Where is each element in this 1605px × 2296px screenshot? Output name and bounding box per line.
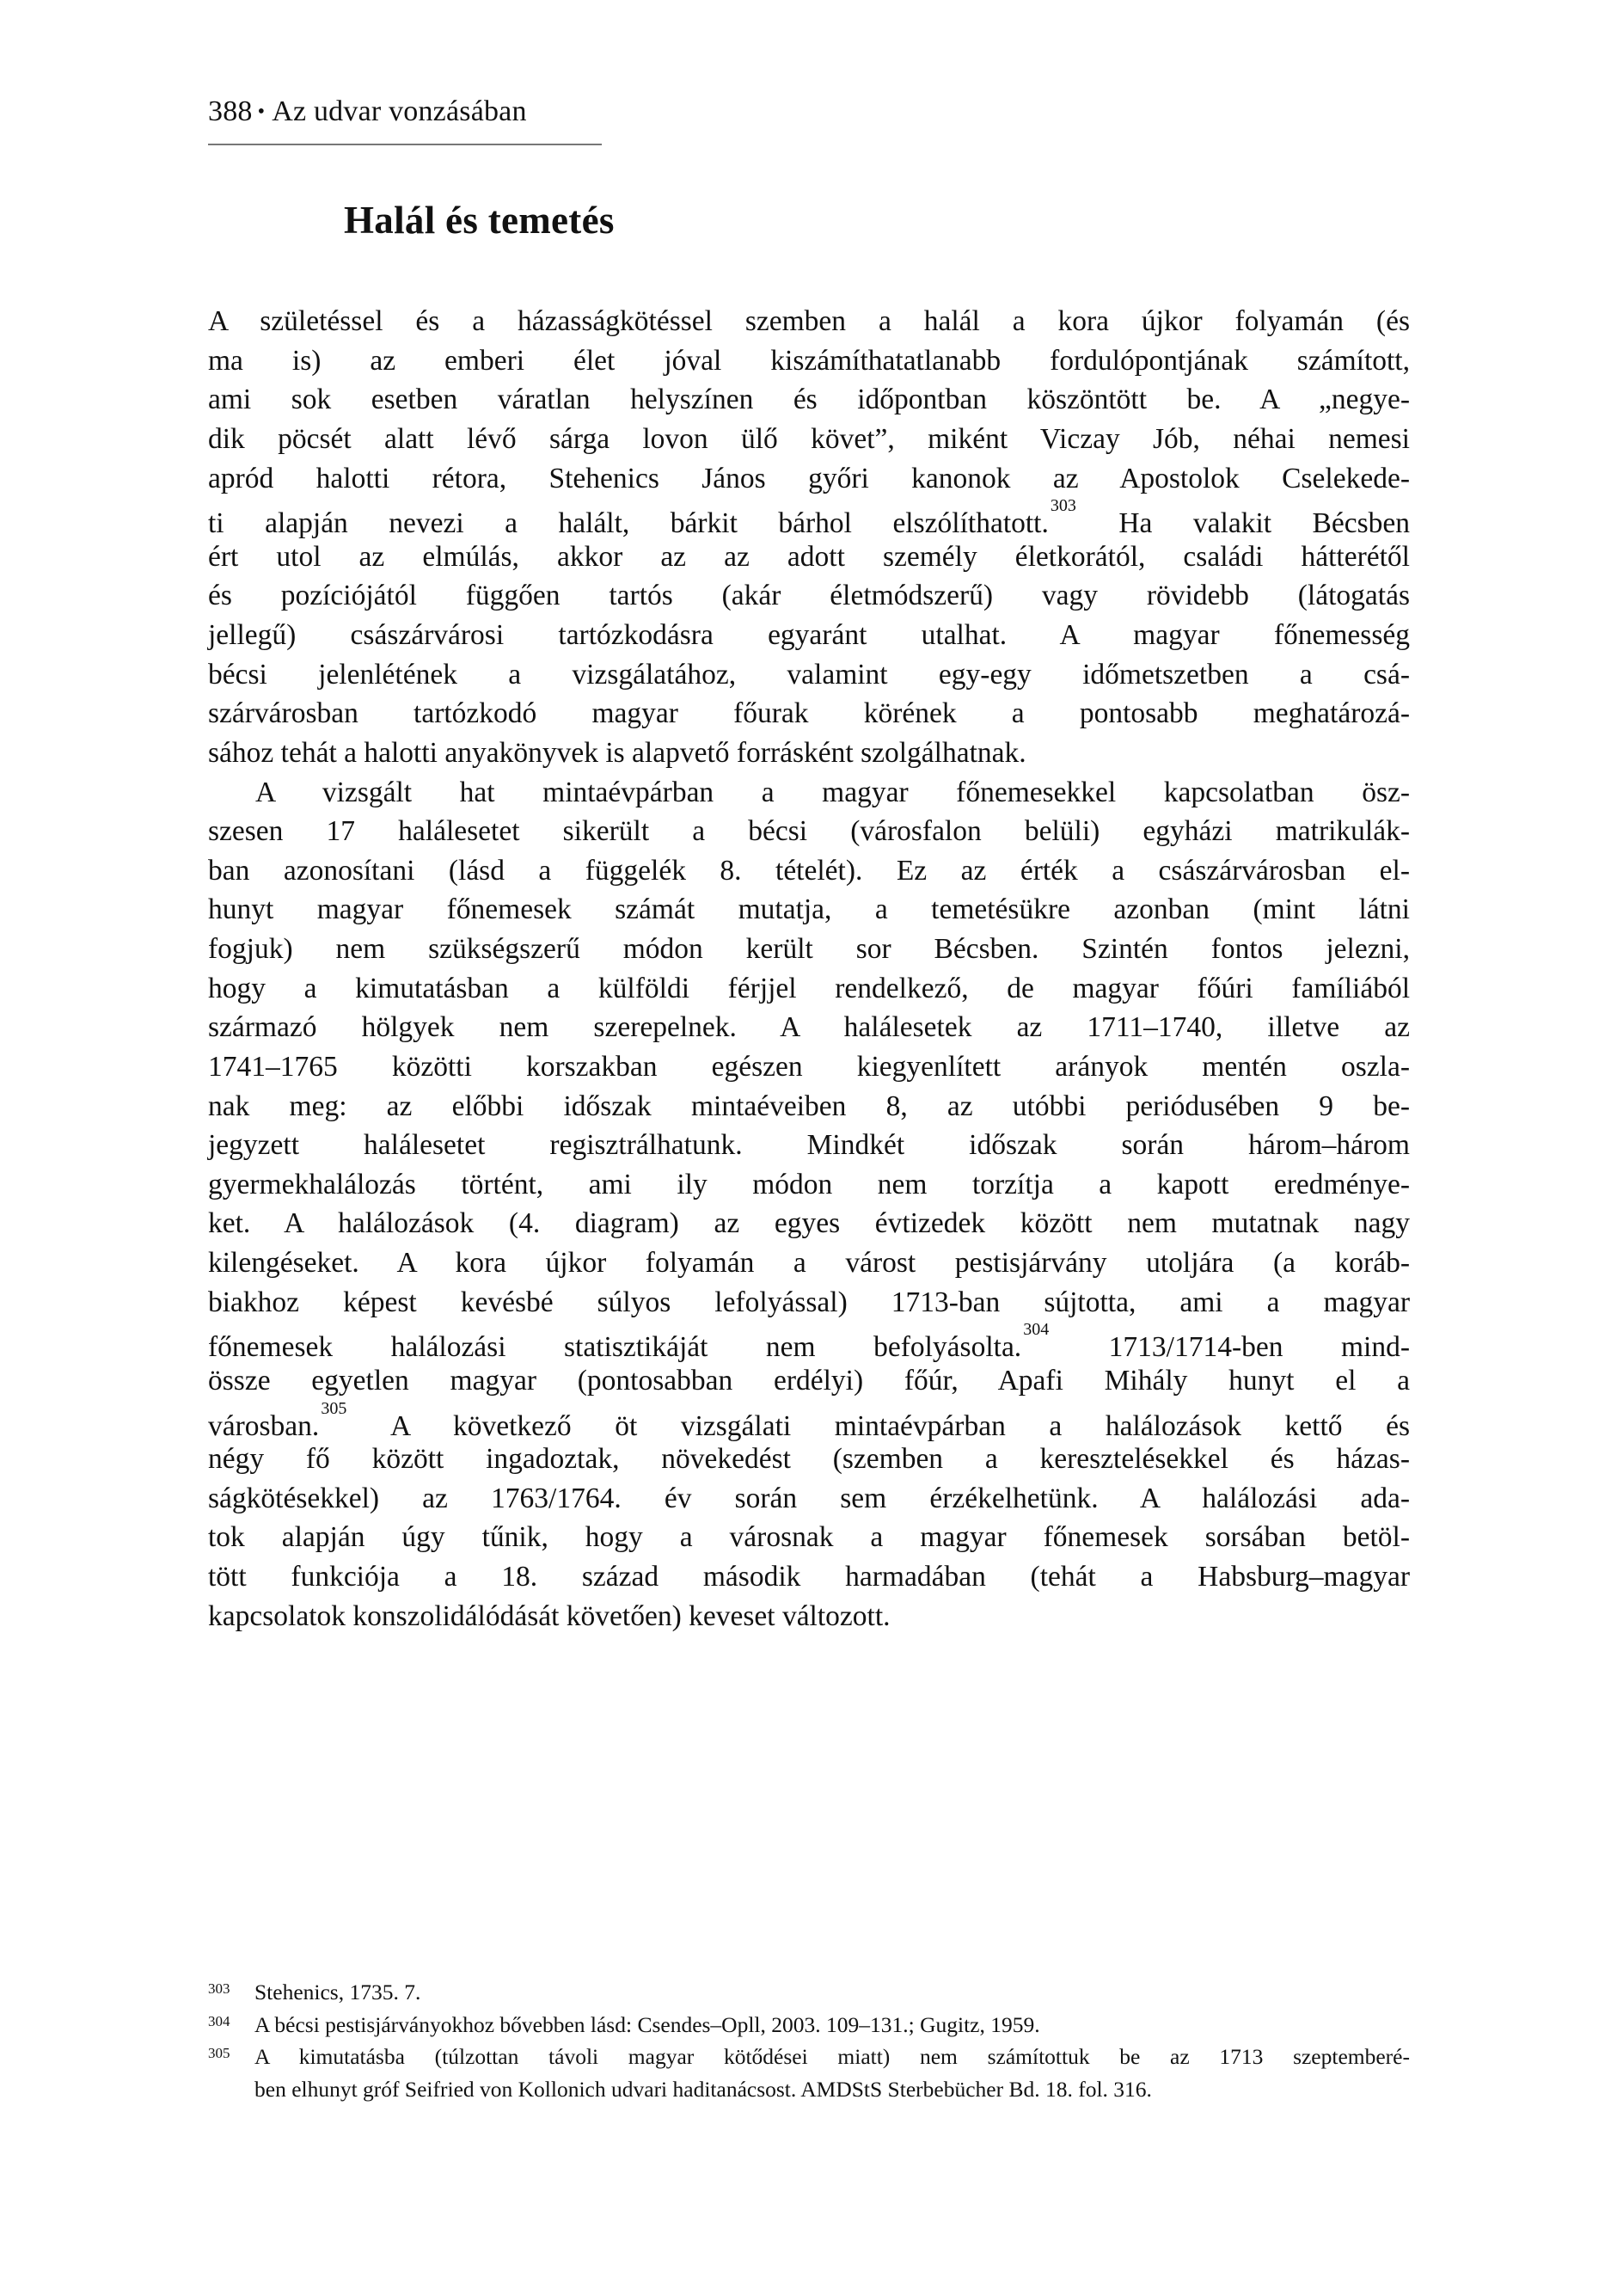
running-head-title: Az udvar vonzásában [272, 95, 527, 127]
text-line: bécsi jelenlétének a vizsgálatához, valamint egy-egy időmetszetben a csá- [208, 658, 1410, 691]
footnote-text: Stehenics, 1735. 7. [254, 1980, 421, 2004]
header-rule [208, 144, 602, 145]
text-line: ti alapján nevezi a halált, bárkit bárhol elszólíthatott.$^{303}$ Ha valakit Bécsben [208, 496, 1411, 540]
text-line: fogjuk) nem szükségszerű módon került sor Bécsben. Szintén fontos jelezni, [208, 933, 1410, 965]
text-line: kilengéseket. A kora újkor folyamán a várost pestisjárvány utoljára (a koráb- [208, 1247, 1410, 1279]
text-line: kapcsolatok konszolidálódását követően) keveset változott. [208, 1599, 891, 1632]
text-line: sához tehát a halotti anyakönyvek is alapvető forrásként szolgálhatnak. [208, 736, 1026, 769]
text-line: tok alapján úgy tűnik, hogy a városnak a magyar főnemesek sorsában betöl- [208, 1521, 1410, 1554]
page-number: 388 [208, 95, 253, 127]
footnote-304 [208, 2009, 1410, 2041]
text-line: gyermekhalálozás történt, ami ily módon nem torzítja a kapott eredménye- [208, 1168, 1410, 1200]
footnote-ref-305[interactable]: 305 [321, 1398, 347, 1418]
body-text [208, 302, 1410, 1636]
text-line: A születéssel és a házasságkötéssel szemben a halál a kora újkor folyamán (és [208, 305, 1410, 337]
text-line: 1741–1765 közötti korszakban egészen kiegyenlített arányok mentén oszla- [208, 1050, 1410, 1083]
paragraph-1 [208, 302, 1410, 773]
text-line: dik pöcsét alatt lévő sárga lovon ülő követ”, miként Viczay Jób, néhai nemesi [208, 422, 1410, 455]
text-line: szesen 17 halálesetet sikerült a bécsi (városfalon belüli) egyházi matrikulák- [208, 815, 1410, 848]
text-line: apród halotti rétora, Stehenics János győri kanonok az Apostolok Cselekede- [208, 462, 1410, 494]
text-line: össze egyetlen magyar (pontosabban erdélyi) főúr, Apafi Mihály hunyt el a [208, 1364, 1410, 1397]
text-line: főnemesek halálozási statisztikáját nem befolyásolta.$^{304}$ 1713/1714-ben mind- [208, 1320, 1411, 1364]
text-line: ban azonosítani (lásd a függelék 8. tételét). Ez az érték a császárvárosban el- [208, 854, 1410, 887]
text-line: jegyzett halálesetet regisztrálhatunk. Mindkét időszak során három–három [208, 1129, 1410, 1162]
text-line: ami sok esetben váratlan helyszínen és időpontban köszöntött be. A „negye- [208, 384, 1410, 416]
text-line: tött funkciója a 18. század második harmadában (tehát a Habsburg–magyar [208, 1561, 1410, 1593]
text-line: szárvárosban tartózkodó magyar főurak körének a pontosabb meghatározá- [208, 697, 1410, 730]
text-line: biakhoz képest kevésbé súlyos lefolyással) 1713-ban sújtotta, ami a magyar [208, 1286, 1410, 1318]
text-line: nak meg: az előbbi időszak mintaéveiben 8, az utóbbi periódusében 9 be- [208, 1090, 1410, 1122]
footnote-ref-303[interactable]: 303 [1050, 496, 1076, 516]
text-line: négy fő között ingadoztak, növekedést (szemben a keresztelésekkel és házas- [208, 1443, 1410, 1476]
text-line: A vizsgált hat mintaévpárban a magyar főnemesekkel kapcsolatban ösz- [255, 776, 1410, 808]
text-line: hogy a kimutatásban a külföldi férjjel rendelkező, de magyar főúri famíliából [208, 972, 1410, 1004]
footnote-text: ben elhunyt gróf Seifried von Kollonich udvari haditanácsost. AMDStS Sterbebücher Bd. 18. fol. 316. [254, 2077, 1152, 2103]
text-line: ma is) az emberi élet jóval kiszámíthatatlanabb fordulópontjának számított, [208, 344, 1410, 377]
footnote-text: A kimutatásba (túlzottan távoli magyar kötődései miatt) nem számítottuk be az 1713 szeptemberé- [254, 2044, 1410, 2070]
footnote-text: A bécsi pestisjárványokhoz bővebben lásd: Csendes–Opll, 2003. 109–131.; Gugitz, 1959. [254, 2011, 1040, 2037]
footnote-number: 305 [208, 2045, 230, 2062]
text-line: ért utol az elmúlás, akkor az az adott személy életkorától, családi hátterétől [208, 540, 1410, 573]
footnotes [208, 1976, 1410, 2106]
section-heading: Halál és temetés [344, 199, 615, 242]
footnote-ref-304[interactable]: 304 [1023, 1320, 1050, 1340]
text-line: és pozíciójától függően tartós (akár életmódszerű) vagy rövidebb (látogatás [208, 580, 1410, 612]
text-line: városban.$^{305}$ A következő öt vizsgálati mintaévpárban a halálozások kettő és [208, 1398, 1410, 1442]
footnote-number: 303 [208, 1980, 230, 1997]
footnote-305 [208, 2041, 1410, 2105]
text-line: származó hölgyek nem szerepelnek. A halálesetek az 1711–1740, illetve az [208, 1011, 1410, 1044]
text-line: ket. A halálozások (4. diagram) az egyes évtizedek között nem mutatnak nagy [208, 1207, 1410, 1240]
footnote-303 [208, 1976, 1410, 2009]
footnote-number: 304 [208, 2012, 230, 2029]
bullet-separator: • [257, 101, 266, 123]
text-line: jellegű) császárvárosi tartózkodásra egyaránt utalhat. A magyar főnemesség [208, 619, 1410, 651]
text-line: hunyt magyar főnemesek számát mutatja, a temetésükre azonban (mint látni [208, 893, 1410, 926]
text-line: ságkötésekkel) az 1763/1764. év során sem érzékelhetünk. A halálozási ada- [208, 1482, 1410, 1514]
running-head [208, 93, 603, 133]
paragraph-2 [208, 773, 1410, 1636]
